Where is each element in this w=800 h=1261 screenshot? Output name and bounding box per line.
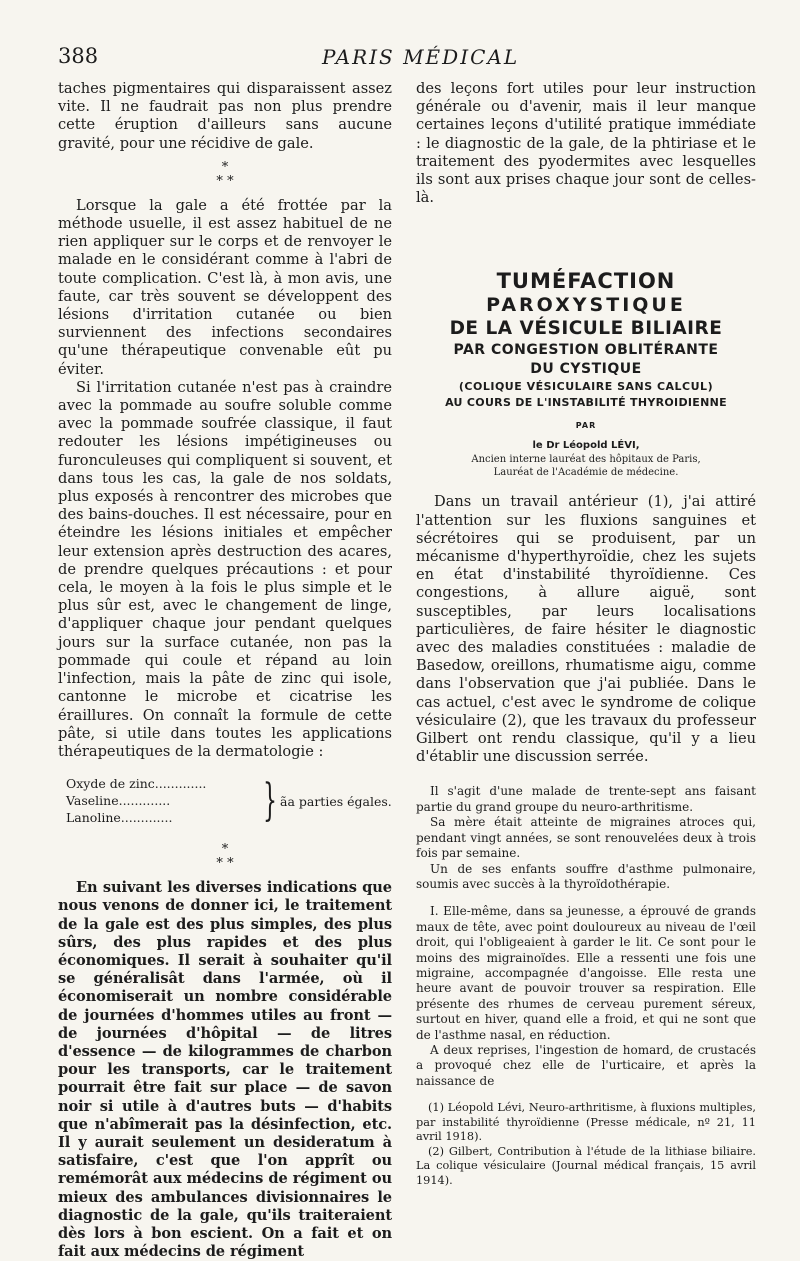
case-paragraph-1: Il s'agit d'une malade de trente-sept ans faisant partie du grand groupe du neuro-arthritisme. bbox=[416, 784, 756, 814]
article-title-line-6: (COLIQUE VÉSICULAIRE SANS CALCUL) bbox=[458, 380, 714, 394]
separator-star: * bbox=[221, 842, 229, 858]
article-title-line-4: PAR CONGESTION OBLITÉRANTE bbox=[453, 342, 719, 359]
separator-star: * bbox=[221, 159, 229, 175]
left-paragraph-1: taches pigmentaires qui disparaissent assez vite. Il ne faudrait pas non plus prendre cette éruption d'ailleurs sans aucune gravité, pour une récidive de gale. bbox=[58, 80, 392, 152]
article-title-line-3: DE LA VÉSICULE BILIAIRE bbox=[449, 318, 723, 340]
article-title-line-1: TUMÉFACTION bbox=[496, 269, 676, 294]
case-paragraph-5: A deux reprises, l'ingestion de homard, de crustacés a provoqué chez elle de l'urticaire, et après la naissance de bbox=[416, 1042, 756, 1088]
footnote-1: (1) Léopold Lévi, Neuro-arthritisme, à fluxions multiples, par instabilité thyroïdienne (Presse médicale, nº 21, 11 avril 1918). bbox=[416, 1101, 756, 1144]
formula-item: Lanoline............. bbox=[66, 810, 173, 826]
separator-star: * bbox=[227, 856, 234, 872]
article-title-line-2: PAROXYSTIQUE bbox=[486, 294, 686, 317]
zinc-paste-formula bbox=[58, 775, 392, 833]
left-paragraph-3: Si l'irritation cutanée n'est pas à craindre avec la pommade au soufre soluble comme avec la pommade soufrée classique, il faut redouter les lésions impétigineuses ou furonculeuses qui compliquent si souvent, et dans tous les cas, la gale de nos soldats, plus exposés à rencontrer des microbes que des bains-douches. Il est nécessaire, pour en éteindre les lésions initiales et empêcher leur extension après destruction des acares, de prendre quelques précautions : et pour cela, le moyen à la fois le plus simple et le plus sûr est, avec le changement de linge, d'appliquer chaque jour pendant quelques jours sur la surface cutanée, non pas la pommade qui coule et répand au loin l'infection, mais la pâte de zinc qui isole, cantonne le microbe et cicatrise les éraillures. On connaît la formule de cette pâte, si utile dans toutes les applications thérapeutiques de la dermatologie : bbox=[58, 378, 392, 760]
article-title-line-5: DU CYSTIQUE bbox=[530, 361, 642, 378]
formula-item: Oxyde de zinc............. bbox=[66, 776, 207, 792]
case-paragraph-4: I. Elle-même, dans sa jeunesse, a éprouvé de grands maux de tête, avec point douloureux au niveau de l'œil droit, qui l'obligeaient à garder le lit. Ce sont pour le moins des migrainoïdes. Elle a ressenti une fois une migraine, accompagnée d'angoisse. Elle resta une heure avant de pouvoir trouver sa respiration. Elle présente des rhumes de cerveau purement séreux, surtout en hiver, quand elle a froid, et qui ne sont que de l'asthme nasal, en réduction. bbox=[416, 904, 756, 1042]
right-paragraph-2: Dans un travail antérieur (1), j'ai attiré l'attention sur les fluxions sanguines et sécrétoires qui se produisent, par un mécanisme d'hyperthyroïdie, chez les sujets en état d'instabilité thyroïdienne. Ces congestions, à allure aiguë, sont susceptibles, par leurs localisations particulières, de faire hésiter le diagnostic avec des maladies constituées : maladie de Basedow, oreillons, rhumatisme aigu, comme dans l'observation que j'ai publiée. Dans le cas actuel, c'est avec le syndrome de colique vésiculaire (2), que les travaux du professeur Gilbert ont rendu classique, qu'il y a lieu d'établir une discussion serrée. bbox=[416, 493, 756, 766]
left-paragraph-4: En suivant les diverses indications que nous venons de donner ici, le traitement de la gale est des plus simples, des plus sûrs, des plus rapides et des plus économiques. Il serait à souhaiter qu'il se généralisât dans l'armée, où il économiserait un nombre considérable de journées d'hommes utiles au front — de journées d'hôpital — de litres d'essence — de kilogrammes de charbon pour les transports, car le traitement pourrait être fait sur place — de savon noir si utile à d'autres buts — d'habits que n'abîmerait pas la désinfection, etc. Il y aurait seulement un desideratum à satisfaire, c'est que l'on apprît ou remémorât aux médecins de régiment ou mieux des ambulances divisionnaires le diagnostic de la gale, qu'ils traiteraient dès lors à bon escient. On a fait et on fait aux médecins de régiment bbox=[58, 879, 392, 1261]
author-affiliation-1: Ancien interne lauréat des hôpitaux de Paris, bbox=[471, 454, 701, 466]
formula-item: Vaseline............. bbox=[66, 793, 171, 809]
separator-star: * bbox=[227, 173, 234, 189]
section-separator-2 bbox=[58, 843, 392, 871]
right-column bbox=[416, 80, 756, 1188]
left-column bbox=[58, 80, 392, 1261]
author-affiliation-2: Lauréat de l'Académie de médecine. bbox=[493, 467, 679, 479]
page-number: 388 bbox=[58, 44, 99, 68]
case-paragraph-2: Sa mère était atteinte de migraines atroces qui, pendant vingt années, se sont renouvelées deux à trois fois par semaine. bbox=[416, 815, 756, 861]
separator-star: * bbox=[216, 173, 223, 189]
author-name: le Dr Léopold LÉVI, bbox=[532, 440, 640, 452]
separator-star: * bbox=[216, 856, 223, 872]
journal-title: PARIS MÉDICAL bbox=[322, 45, 520, 69]
section-separator-1 bbox=[58, 161, 392, 189]
footnote-2: (2) Gilbert, Contribution à l'étude de la lithiase biliaire. La colique vésiculaire (Journal médical français, 15 avril 1914). bbox=[416, 1144, 756, 1187]
formula-parts: ãa parties égales. bbox=[280, 794, 392, 810]
by-label: PAR bbox=[575, 421, 597, 431]
right-paragraph-1: des leçons fort utiles pour leur instruction générale ou d'avenir, mais il leur manque certaines leçons d'utilité pratique immédiate : le diagnostic de la gale, de la phtiriase et le traitement des pyodermites avec lesquelles ils sont aux prises chaque jour sont de celles-là. bbox=[416, 80, 756, 207]
article-title-line-7: AU COURS DE L'INSTABILITÉ THYROIDIENNE bbox=[445, 396, 727, 410]
page-header bbox=[58, 44, 758, 74]
left-paragraph-2: Lorsque la gale a été frottée par la méthode usuelle, il est assez habituel de ne rien appliquer sur le corps et de renvoyer le malade en le considérant comme à l'abri de toute complication. C'est là, à mon avis, une faute, car très souvent se développent des lésions d'irritation cutanée ou bien surviennent des infections secondaires qu'une thérapeutique convenable eût pu éviter. bbox=[58, 196, 392, 378]
formula-brace: } bbox=[263, 775, 277, 827]
case-paragraph-3: Un de ses enfants souffre d'asthme pulmonaire, soumis avec succès à la thyroïdothérapie. bbox=[416, 861, 756, 891]
